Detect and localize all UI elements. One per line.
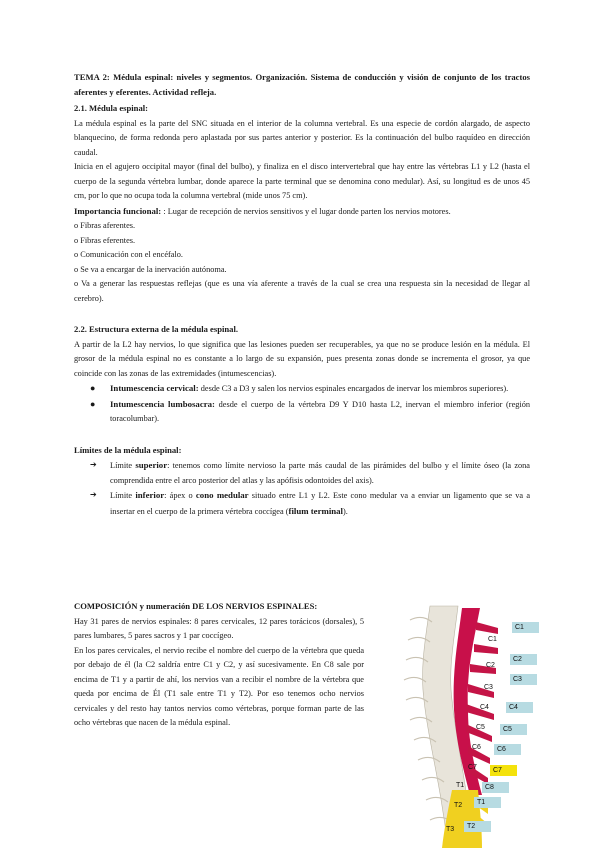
nerve-label: C1 <box>512 622 539 633</box>
item-text: : ápex o <box>164 491 196 500</box>
vertebra-label: C3 <box>484 684 493 691</box>
limites-heading: Límites de la médula espinal: <box>74 444 182 455</box>
item-text: ). <box>343 506 348 516</box>
paragraph: La médula espinal es la parte del SNC situada en el interior de la columna vertebral. Es una especie de cordón alargado, de aspecto blanquecino, de forma redonda pero aplastada por sus partes anterior y posterior. Es la continuación del bulbo raquídeo en dirección caudal. <box>74 118 530 157</box>
nerve-label: C4 <box>506 702 533 713</box>
list-item: o Va a generar las respuestas reflejas (que es una vía aferente a través de la cual se crea una respuesta sin la necesidad de llegar al cerebro). <box>74 279 530 303</box>
item-label: inferior <box>135 490 165 500</box>
paragraph: A partir de la L2 hay nervios, lo que significa que las lesiones pueden ser recuperables, ya que no se produce lesión en la médula. El grosor de la médula espinal no es constante a lo largo de su expansión, pues presenta zonas donde se incrementa el grosor, ya que coincide con las zonas de las extremidades (intumescencias). <box>74 339 530 378</box>
item-text: Límite <box>110 461 136 470</box>
nerve-label: C5 <box>500 724 527 735</box>
item-label: filum terminal <box>288 505 343 516</box>
list-item <box>74 458 530 488</box>
list-item: o Fibras eferentes. <box>74 235 136 245</box>
vertebra-label: C2 <box>486 662 495 669</box>
bullet-icon: ● <box>90 383 96 393</box>
list-item <box>74 397 530 427</box>
vertebra-label: T2 <box>454 802 463 809</box>
arrow-icon: ➔ <box>90 460 97 469</box>
paragraph: Hay 31 pares de nervios espinales: 8 pares cervicales, 12 pares torácicos (dorsales), 5 pares lumbares, 5 pares sacros y 1 par coccígeo. <box>74 616 364 640</box>
main-content <box>74 70 530 519</box>
item-text: Límite <box>110 491 136 500</box>
vertebra-label: T1 <box>456 782 465 789</box>
nerve-label: C2 <box>510 654 537 665</box>
list-item: o Comunicación con el encéfalo. <box>74 250 183 259</box>
item-label: Intumescencia lumbosacra: <box>110 398 215 409</box>
paragraph: En los pares cervicales, el nervio recibe el nombre del cuerpo de la vértebra que queda por debajo de él (la C2 saldría entre C1 y C2, y así sucesivamente. En C8 sale por encima de T1 y a partir de ahí, los nervios van a recibir el nombre de la vértebra que queda por encima de Él (T1 sale entre T1 y T2). Por eso tenemos ocho nervios cervicales y del resto hay tantos nervios como vértebras, porque forman parte de las ocho vértebras que nacen de la médula espinal. <box>74 645 364 727</box>
nerve-label: C8 <box>482 782 509 793</box>
list-item: o Se va a encargar de la inervación autónoma. <box>74 264 227 274</box>
nerve-label: C3 <box>510 674 537 685</box>
section-heading-2-1: 2.1. Médula espinal: <box>74 103 149 113</box>
item-label: superior <box>135 460 168 470</box>
vertebra-label: T3 <box>446 826 455 833</box>
list-item: o Fibras aferentes. <box>74 221 136 230</box>
paragraph: Inicia en el agujero occipital mayor (final del bulbo), y finaliza en el disco intervertebral que hay entre las vértebras L1 y L2 (hasta el cuerpo de la segunda vértebra lumbar, donde aparece la parte terminal que se denomina cono medular). Así, su longitud es de unos 45 cm, por lo que no ocupa toda la columna vertebral (mide unos 75 cm). <box>74 162 530 200</box>
nerve-label: T1 <box>474 797 501 808</box>
vertebra-label: C4 <box>480 704 489 711</box>
item-text: : tenemos como límite nervioso la parte más caudal de las pirámides del bulbo y el límite óseo (la zona comprendida entre el arco posterior del atlas y las apófisis odontoides del axis). <box>110 461 530 485</box>
list-item <box>74 381 530 397</box>
nerve-label: C6 <box>494 744 521 755</box>
item-label: Intumescencia cervical: <box>110 383 199 393</box>
section-heading-2-2: 2.2. Estructura externa de la médula espinal. <box>74 324 238 334</box>
vertebra-label: C6 <box>472 744 481 751</box>
page-title: TEMA 2: Médula espinal: niveles y segmentos. Organización. Sistema de conducción y visión de conjunto de los tractos aferentes y eferentes. Actividad refleja. <box>74 72 530 97</box>
item-text: desde C3 a D3 y salen los nervios espinales encargados de inervar los miembros superiores). <box>198 384 509 393</box>
importancia-line <box>74 204 530 220</box>
composicion-heading: COMPOSICIÓN y numeración DE LOS NERVIOS ESPINALES: <box>74 601 318 611</box>
item-label: cono medular <box>195 490 249 500</box>
vertebra-label: C1 <box>488 636 497 643</box>
composicion-section <box>74 597 364 731</box>
nerve-label: T2 <box>464 821 491 832</box>
spinal-cord-figure <box>370 600 540 848</box>
importancia-label: Importancia funcional: <box>74 205 162 216</box>
item-text: desde el cuerpo de la vértebra D9 Y D10 hasta L2, inervan el miembro inferior (región toracolumbar). <box>110 399 531 423</box>
vertebra-label: C5 <box>476 724 485 731</box>
vertebra-label: C7 <box>468 764 477 771</box>
arrow-icon: ➔ <box>90 490 97 499</box>
limites-list <box>74 458 530 519</box>
bullet-icon: ● <box>90 398 96 409</box>
list-item <box>74 488 530 519</box>
item-text: situado entre L1 y L2. Este cono medular va a enviar un ligamento que se va a insertar en el cuerpo de la primera vértebra coccígea ( <box>110 491 531 516</box>
intumescencias-list <box>74 381 530 427</box>
importancia-text: : Lugar de recepción de nervios sensitivos y el lugar donde parten los nervios motores. <box>161 206 451 216</box>
nerve-label-highlighted: C7 <box>490 765 517 776</box>
